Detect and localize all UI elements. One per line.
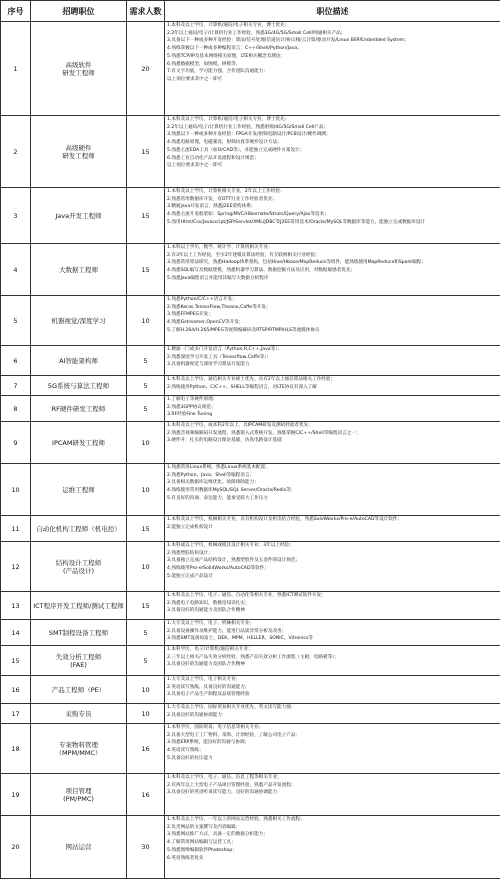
table-row xyxy=(1,376,500,396)
description-line: 1.本科及以上学历，或本科2年以上，具IPCAM研发及测试经验者优先； xyxy=(167,422,500,430)
row-count: 5 xyxy=(127,620,165,646)
table-row xyxy=(1,244,500,296)
description-line: 1.本科及以上学历，通信相关专业硕士优先，具有2年以上通信算法相关工作经验； xyxy=(167,376,500,384)
row-count: 16 xyxy=(127,774,165,816)
description-line: 4.熟练掌握以下一种或多种编程语言：C++/Shell/Python/Java； xyxy=(167,45,500,53)
row-count: 10 xyxy=(127,676,165,704)
row-title: IPCAM研发工程师 xyxy=(31,422,127,464)
description-line: 5.熟悉图像编辑软件Photoshop； xyxy=(167,847,500,855)
row-no: 16 xyxy=(1,676,31,704)
description-line: 2.熟悉塑胶结构设计； xyxy=(167,550,500,558)
row-description xyxy=(165,724,500,774)
row-no: 4 xyxy=(1,244,31,296)
row-description xyxy=(165,22,500,116)
table-row xyxy=(1,296,500,346)
table-row xyxy=(1,676,500,704)
description-line: 3.熟悉FFMPEG开发； xyxy=(167,311,500,319)
description-line: 2.能独立完成机构设计 xyxy=(167,524,500,532)
description-line: 2.有两年以上大型电子产品项目管理经验，熟悉产品开发流程； xyxy=(167,782,500,790)
row-count: 20 xyxy=(127,22,165,116)
table-row xyxy=(1,620,500,646)
description-line: 2.熟悉电子电路知识，数模电知识扎实； xyxy=(167,600,500,608)
description-line: 3.具备电子产品生产制程及品质管理经验 xyxy=(167,691,500,699)
description-line: 5.具备良好的抗压能力 xyxy=(167,755,500,763)
description-line: 1.熟悉Python/C/C++语言开发； xyxy=(167,296,500,304)
description-line: 2.熟悉音视频编解码开发流程，熟悉嵌入式系统开发，熟练掌握C/C++/Shell等编程语言之一； xyxy=(167,430,500,438)
row-no: 19 xyxy=(1,774,31,816)
description-line: 1.本科学历，国际贸易、电子信息等相关专业； xyxy=(167,724,500,732)
description-line: 4.熟悉Gstreamer,OpenCV等开发； xyxy=(167,319,500,327)
row-title: RF硬件研发工程师 xyxy=(31,396,127,422)
row-description xyxy=(165,422,500,464)
description-line: 3.具备以下一种或多种开发经验：算法/信号处理/信道估计/协议栈/云计算/驱动开发/Linux BSP/Embedded System； xyxy=(167,37,500,45)
description-line: 2.2年以上通讯/电子/计算机行业工作经验，熟悉射频/4G/5G/Small Cell产品； xyxy=(167,124,500,132)
description-line: 1.本科及以上学历，计算机/通信/电子相关专业，博士优先； xyxy=(167,22,500,30)
table-row xyxy=(1,464,500,516)
description-line: 1.精通一门或多门开发语言（Python,R,C++,Java等）； xyxy=(167,346,500,354)
row-title: 网站运营 xyxy=(31,816,127,879)
row-description xyxy=(165,516,500,542)
table-row xyxy=(1,346,500,376)
description-line: 3.具备良好的沟通能力及团队合作精神 xyxy=(167,661,500,669)
description-line: 2.熟悉常用数据库开发，有OTT行业工作经验者优先； xyxy=(167,196,500,204)
description-line: 6.英语熟练者优先 xyxy=(167,855,500,863)
description-line: 2.负责网站的文案撰写及内容编辑； xyxy=(167,824,500,832)
table-row xyxy=(1,774,500,816)
description-line: 1.本科及以上学历，电子、通信、信息工程等相关专业； xyxy=(167,774,500,782)
description-line: 5.了解H.264/H.265/MPEG等视频编解码及RTSP/RTMP/HLS等流媒体协议 xyxy=(167,327,500,335)
row-title: 产品工程师（PE） xyxy=(31,676,127,704)
description-line: 2.熟悉Python、Java、Shell等编程语言； xyxy=(167,472,500,480)
row-description xyxy=(165,376,500,396)
row-no: 12 xyxy=(1,542,31,592)
description-line: 1.本科或以上学历，机械或模具设计相关专业；3年以上经验； xyxy=(167,542,500,550)
description-line: 3.熟悉ERP系统，能良好的沟通与协调； xyxy=(167,739,500,747)
row-description xyxy=(165,396,500,422)
row-no: 6 xyxy=(1,346,31,376)
description-line: 1.了解电子等硬件原理； xyxy=(167,396,500,404)
description-line: 3.具备良好的英语听说读写能力，良好的沟通协调能力 xyxy=(167,789,500,797)
description-line: 3.精通java开发语言，熟悉J2EE架构体系； xyxy=(167,203,500,211)
row-no: 14 xyxy=(1,620,31,646)
table-row xyxy=(1,396,500,422)
description-line: 2.英语读写熟练，具备良好的沟通能力； xyxy=(167,684,500,692)
header-desc: 职位描述 xyxy=(165,1,500,22)
description-line: 2.熟悉Keras,TensorFlow,Theano,Caffe等开发； xyxy=(167,304,500,312)
description-line: 5.有良好的沟通、表达能力，能承受较大工作压力 xyxy=(167,495,500,503)
row-description xyxy=(165,188,500,244)
row-title: 项目管理 (PM/PMC) xyxy=(31,774,127,816)
description-line: 2.熟悉3GPP协议规范； xyxy=(167,404,500,412)
row-description xyxy=(165,646,500,676)
description-line: 1.本科及以上学历，一年以上的网站运营经验，熟悉相关工作流程； xyxy=(167,816,500,824)
table-row xyxy=(1,188,500,244)
row-title: 采购专员 xyxy=(31,704,127,724)
row-no: 7 xyxy=(1,376,31,396)
row-no: 15 xyxy=(1,646,31,676)
row-description xyxy=(165,676,500,704)
table-row xyxy=(1,542,500,592)
description-line: 4.了解常用网站编辑与运营工具； xyxy=(167,839,500,847)
row-title: AI智能架构师 xyxy=(31,346,127,376)
table-row xyxy=(1,724,500,774)
description-line: 1.本科以上学历，数学、统计学、计算机相关专业； xyxy=(167,244,500,252)
row-count: 10 xyxy=(127,704,165,724)
table-row xyxy=(1,592,500,620)
description-line: 5.熟悉Java编程语言并能用其编写大数据分析程序 xyxy=(167,275,500,283)
description-line: 2.有3年以上工作经验，至少2年建模及算法经验，有互联网相关行业经验； xyxy=(167,252,500,260)
description-line: 3.RF经验Fine Tuning xyxy=(167,411,500,419)
table-row xyxy=(1,704,500,724)
row-count: 5 xyxy=(127,646,165,676)
description-line: 2.熟练使用Python、C/C++、SHELL等编程语言，对LTE协议有深入了解 xyxy=(167,384,500,392)
row-description xyxy=(165,464,500,516)
row-count: 15 xyxy=(127,516,165,542)
description-line: 4.熟悉SQL编写及数据建模，熟悉机器学习算法、数据挖掘方法及应用，对数据敏感者优先； xyxy=(167,267,500,275)
description-line: 4.熟悉主流开发框架如：Spring/MVC/Hibernate/Struts/Query/Ajax等技术； xyxy=(167,211,500,219)
row-count: 15 xyxy=(127,188,165,244)
row-description xyxy=(165,774,500,816)
description-line: 4.熟练使用常用数据库MySQL/SQL Server/Oracle/Redis等； xyxy=(167,487,500,495)
row-no: 5 xyxy=(1,296,31,346)
table-body xyxy=(1,22,500,879)
description-line: 2.三年以上相关产品失效分析经验，熟悉产品失效分析工作流程（主板、电路板等）； xyxy=(167,654,500,662)
row-title: 运维工程师 xyxy=(31,464,127,516)
description-line: 7.有文字功底，学习能力强，合作团队沟通能力； xyxy=(167,68,500,76)
description-line: 以上岗位要求其中之一即可 xyxy=(167,76,500,84)
description-line: 1.本科及以上学历，机械相关专业，具有机构设计及机电结合经验，熟悉SolidWorks/Pro-e/AutoCAD等设计软件； xyxy=(167,516,500,524)
row-count: 10 xyxy=(127,296,165,346)
row-no: 3 xyxy=(1,188,31,244)
row-no: 2 xyxy=(1,116,31,188)
row-count: 15 xyxy=(127,592,165,620)
description-line: 3.熟悉SMT设备如富士、DEK、MPM、HELLER、SONIC、Vitronics等 xyxy=(167,635,500,643)
row-count: 5 xyxy=(127,396,165,422)
row-title: 专案物料管理 （MPM/MMC） xyxy=(31,724,127,774)
row-title: Java开发工程师 xyxy=(31,188,127,244)
row-count: 16 xyxy=(127,724,165,774)
description-line: 1.本科及以上学历，电子、通信、自动化等相关专业，熟悉ICT测试软件开发； xyxy=(167,592,500,600)
row-title: 失效分析工程师 (FAE) xyxy=(31,646,127,676)
description-line: 1.大专及以上学历，国际贸易相关专业优先，英文读写能力强； xyxy=(167,704,500,712)
row-title: ICT程序开发工程师/测试工程师 xyxy=(31,592,127,620)
table-row xyxy=(1,422,500,464)
row-title: 结构设计工程师 (产品设计) xyxy=(31,542,127,592)
description-line: 5.熟悉TCP/IP及基本网络相关原理，LTE相关概念及理论； xyxy=(167,53,500,61)
description-line: 3.硬件开：扎实的电路设计理论基础，仿真电路设计基础 xyxy=(167,437,500,445)
description-line: 2.具备大型电子工厂物料、采购、计划经验，了解公司电子产品； xyxy=(167,732,500,740)
row-description xyxy=(165,542,500,592)
description-line: 4.熟练使用Pro-e/SolidWorks/AutoCAD等软件； xyxy=(167,565,500,573)
row-description xyxy=(165,620,500,646)
row-no: 8 xyxy=(1,396,31,422)
description-line: 1.大专及以上学历，电子、机械相关专业； xyxy=(167,620,500,628)
description-line: 1.本科及以上学历，计算机/通信/电子相关专业，博士优先； xyxy=(167,116,500,124)
row-count: 15 xyxy=(127,244,165,296)
row-description xyxy=(165,244,500,296)
description-line: 3.具备相关数据库运维优化、故障排除能力； xyxy=(167,479,500,487)
table-row xyxy=(1,22,500,116)
description-line: 5.能独立完成产品设计 xyxy=(167,573,500,581)
row-count: 30 xyxy=(127,816,165,879)
description-line: 5.熟用Html/Css/Javascript/JSP/Servlet/XML/JDBC等J2EE常用技术/Oracle/MySQL等数据库等能力，能独立完成数据库设计 xyxy=(167,219,500,227)
row-no: 9 xyxy=(1,422,31,464)
header-count: 需求人数 xyxy=(127,1,165,22)
description-line: 6.熟悉工业自动化产品开发流程和设计规范； xyxy=(167,155,500,163)
row-count: 5 xyxy=(127,346,165,376)
row-title: 高级硬件 研发工程师 xyxy=(31,116,127,188)
description-line: 1.本科学历，电子/计算机/通信相关专业； xyxy=(167,646,500,654)
table-row xyxy=(1,816,500,879)
row-title: 自动化机构工程师（机电控） xyxy=(31,516,127,542)
row-description xyxy=(165,296,500,346)
description-line: 4.熟悉电路原理，电磁兼容，射频仿真等硬件设计方法； xyxy=(167,139,500,147)
row-title: 高级软件 研发工程师 xyxy=(31,22,127,116)
header-title: 招聘职位 xyxy=(31,1,127,22)
row-no: 18 xyxy=(1,724,31,774)
table-row xyxy=(1,116,500,188)
description-line: 3.熟悉网站推广方式，具备一定的数据分析能力； xyxy=(167,831,500,839)
row-description xyxy=(165,116,500,188)
row-description xyxy=(165,704,500,724)
row-count: 5 xyxy=(127,376,165,396)
description-line: 4.英语读写熟练； xyxy=(167,747,500,755)
row-count: 10 xyxy=(127,542,165,592)
row-no: 1 xyxy=(1,22,31,116)
row-title: 5G系统与算法工程师 xyxy=(31,376,127,396)
description-line: 1.熟悉常用Linux系统，熟悉Linux系统基本配置； xyxy=(167,464,500,472)
row-title: 机器视觉/深度学习 xyxy=(31,296,127,346)
description-line: 2.熟悉深度学习开发工具（Tensorflow,Caffe等）； xyxy=(167,354,500,362)
row-title: SMT制程设备工程师 xyxy=(31,620,127,646)
row-count: 10 xyxy=(127,464,165,516)
row-count: 10 xyxy=(127,422,165,464)
table-row xyxy=(1,516,500,542)
table-header-row xyxy=(1,1,500,22)
description-line: 3.具备机器视觉与深度学习算法开发能力 xyxy=(167,361,500,369)
description-line: 3.具备独立完成产品结构设计，熟悉塑胶件及五金件的设计规范； xyxy=(167,557,500,565)
table-row xyxy=(1,646,500,676)
description-line: 以上岗位要求其中之一即可 xyxy=(167,162,500,170)
description-line: 1.大专及以上学历，电子相关专业； xyxy=(167,676,500,684)
row-no: 13 xyxy=(1,592,31,620)
row-description xyxy=(165,816,500,879)
row-title: 大数据工程师 xyxy=(31,244,127,296)
description-line: 2.具备良好的沟通协调能力 xyxy=(167,712,500,720)
description-line: 2.具备设备操作及维护能力，能进行品质异常分析及改善； xyxy=(167,628,500,636)
description-line: 2.2年以上通讯/电子/计算机行业工作经验，熟悉3G/4G/5G/Small Cell/网通相关产品； xyxy=(167,30,500,38)
description-line: 6.熟悉数据模型，如图模，树模等； xyxy=(167,61,500,69)
row-no: 17 xyxy=(1,704,31,724)
description-line: 5.熟悉主流EDA工具（如OrCAD等），并能独立完成硬件方案设计； xyxy=(167,147,500,155)
description-line: 3.熟悉常用算法研究，熟悉Hadoop体系架构，包括Hive/Hbase/MapReduce等组件，能熟练使用MapReduce和Spark编程； xyxy=(167,259,500,267)
row-no: 20 xyxy=(1,816,31,879)
description-line: 1.本科及以上学历，计算机相关专业，2年以上工作经验； xyxy=(167,188,500,196)
row-no: 11 xyxy=(1,516,31,542)
header-no: 序号 xyxy=(1,1,31,22)
row-description xyxy=(165,592,500,620)
description-line: 3.熟悉以下一种或多种开发经验：FPGA开发/射频电路设计/PCB设计/硬件调测； xyxy=(167,131,500,139)
row-count: 15 xyxy=(127,116,165,188)
description-line: 3.具备良好的沟通能力及团队合作精神 xyxy=(167,607,500,615)
row-no: 10 xyxy=(1,464,31,516)
row-description xyxy=(165,346,500,376)
